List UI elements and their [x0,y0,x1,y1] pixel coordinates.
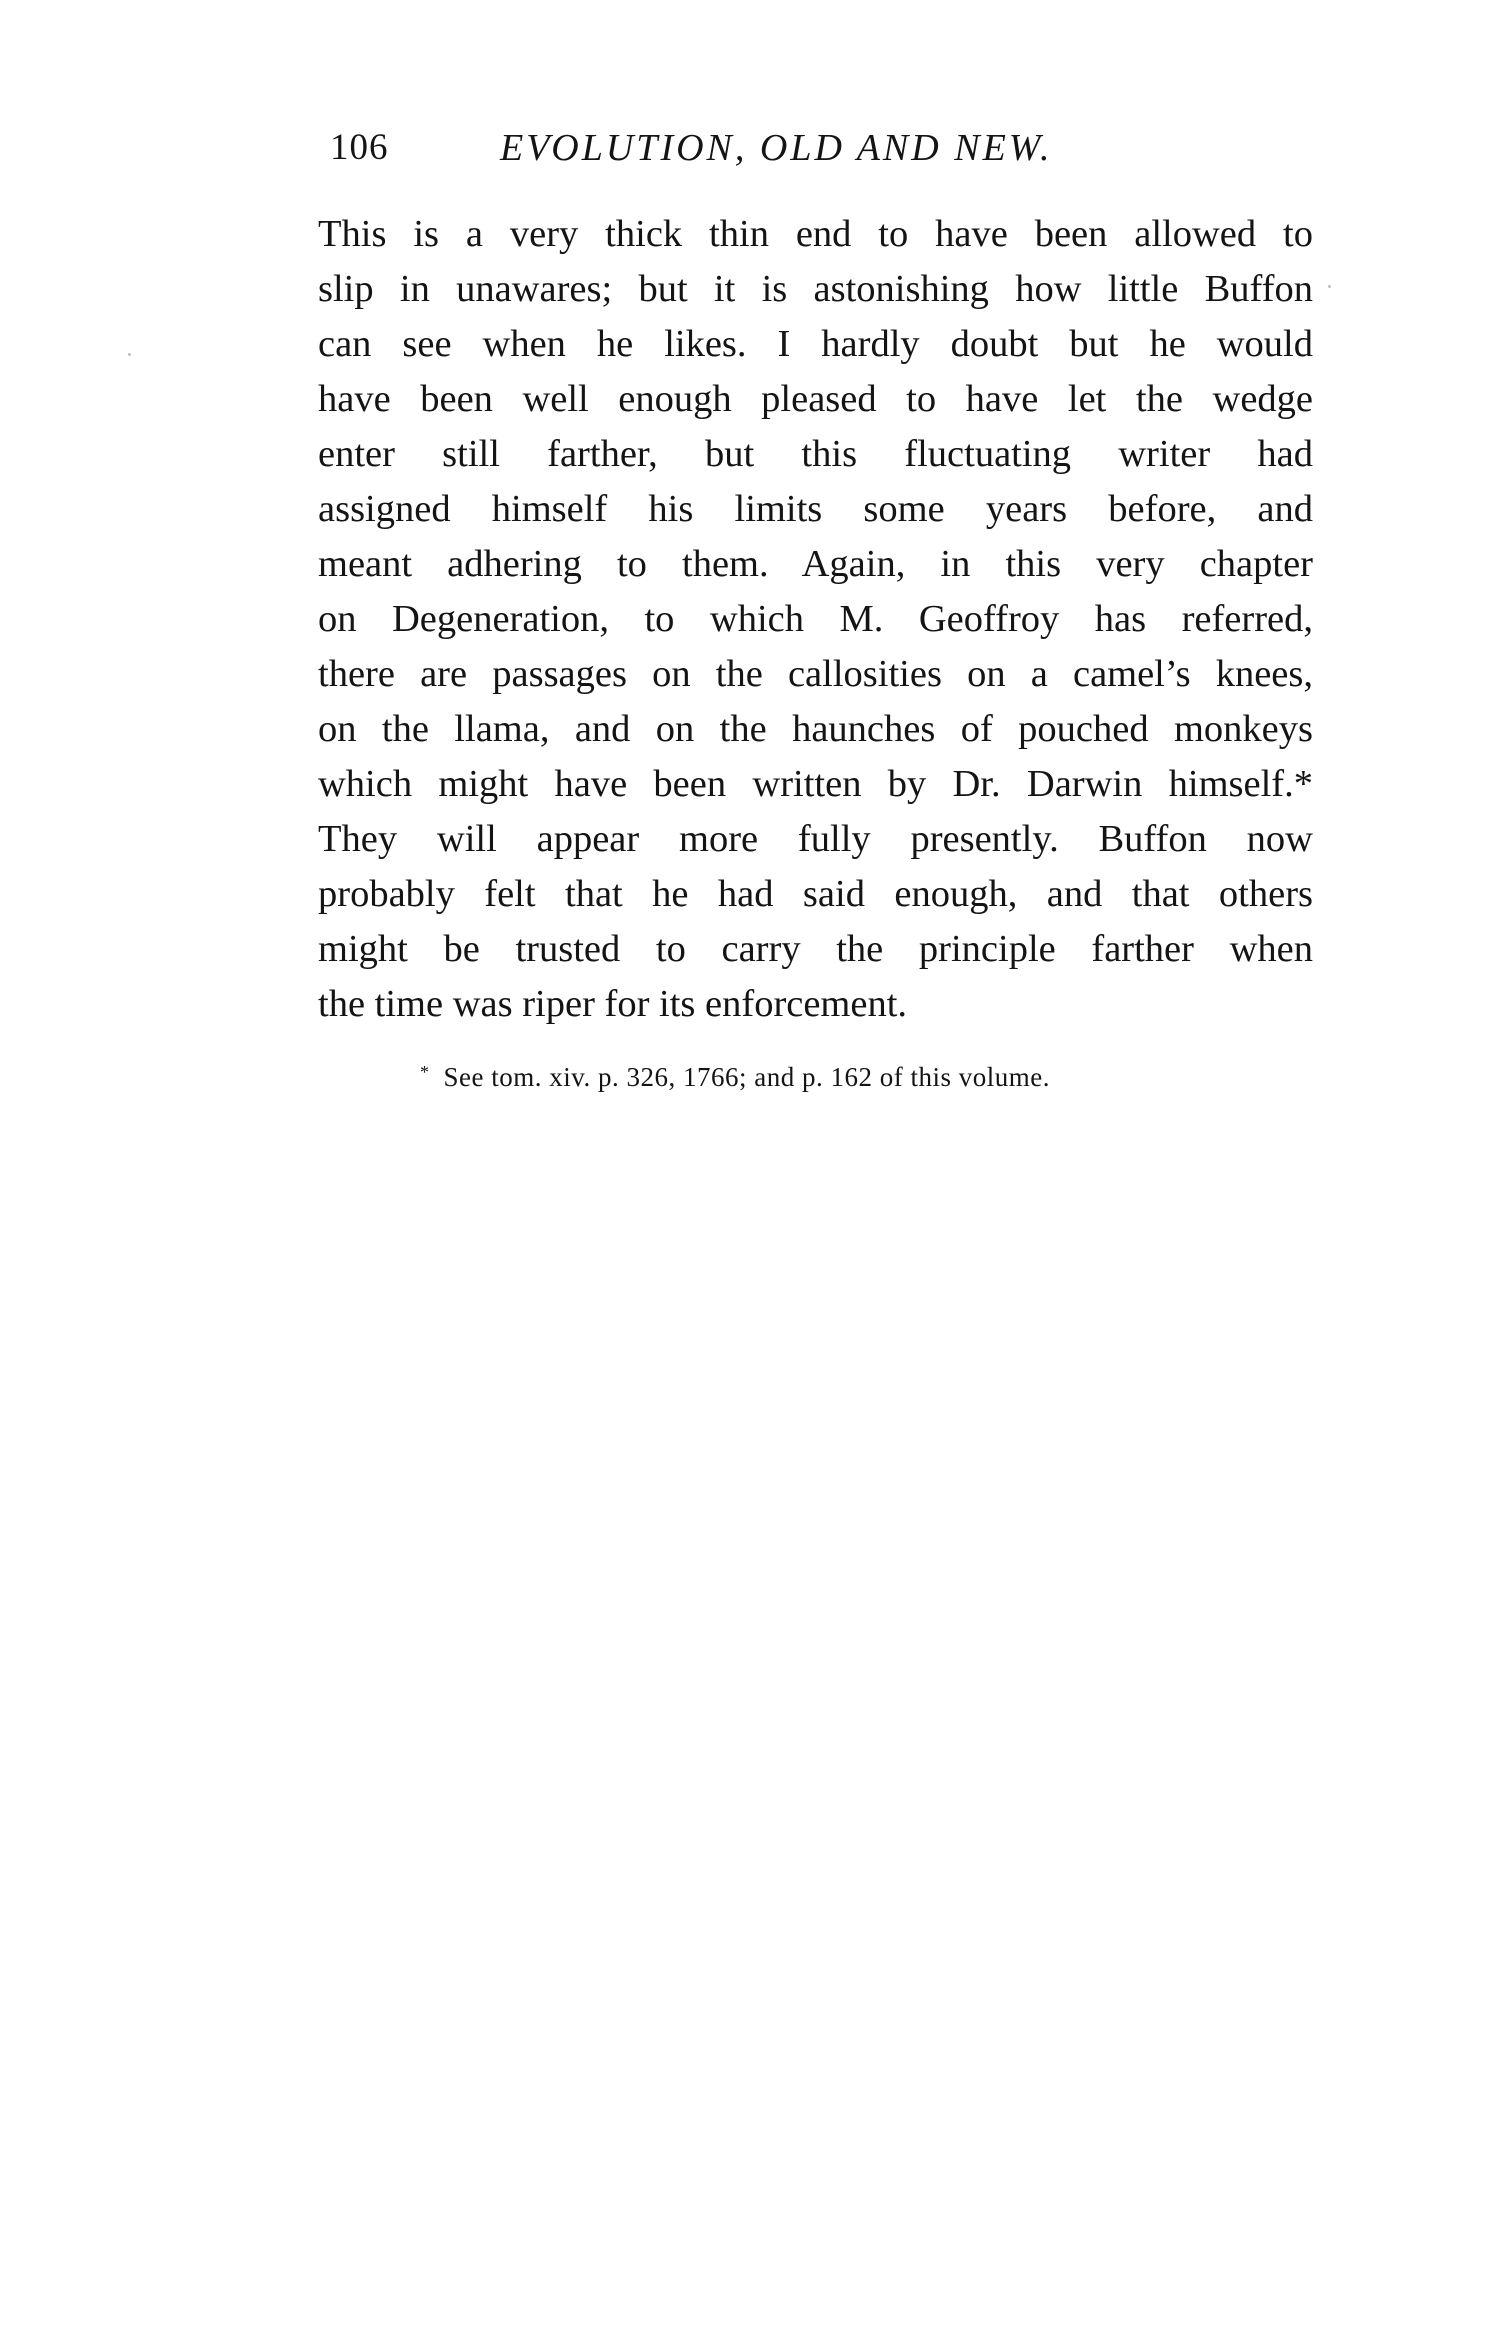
text-line: assigned himself his limits some years before, and [318,488,1313,530]
scan-speck [1328,285,1331,288]
footnote [420,1057,1050,1097]
text-line: This is a very thick thin end to have been allowed to [318,213,1313,255]
text-line: there are passages on the callosities on a camel’s knees, [318,653,1313,695]
text-line: They will appear more fully presently. Buffon now [318,818,1313,860]
footnote-mark: * [420,1062,430,1082]
body-paragraph [318,207,1313,1032]
text-line: on the llama, and on the haunches of pouched monkeys [318,708,1313,750]
text-line: might be trusted to carry the principle farther when [318,928,1313,970]
text-line: probably felt that he had said enough, and that others [318,873,1313,915]
text-line: can see when he likes. I hardly doubt but he would [318,323,1313,365]
page-header [318,118,1318,178]
text-line: have been well enough pleased to have let the wedge [318,378,1313,420]
footnote-text: See tom. xiv. p. 326, 1766; and p. 162 of this volume. [443,1062,1050,1092]
text-line: slip in unawares; but it is astonishing how little Buffon [318,268,1313,310]
text-line: meant adhering to them. Again, in this very chapter [318,543,1313,585]
text-line: which might have been written by Dr. Darwin himself.* [318,763,1313,805]
scan-speck [128,353,131,356]
text-line-last: the time was riper for its enforcement. [318,983,908,1025]
text-line: on Degeneration, to which M. Geoffroy has referred, [318,598,1313,640]
page-number: 106 [330,127,389,168]
running-title: EVOLUTION, OLD AND NEW. [500,127,1053,169]
text-line: enter still farther, but this fluctuating writer had [318,433,1313,475]
